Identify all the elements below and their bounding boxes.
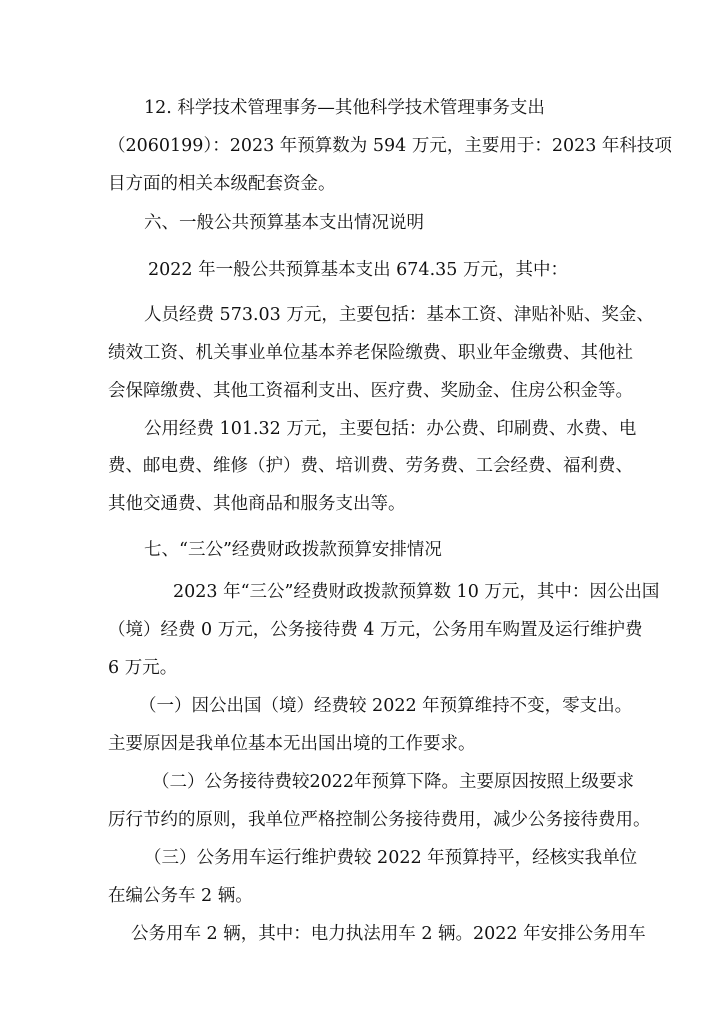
- text-line: （二）公务接待费较2022年预算下降。主要原因按照上级要求: [152, 772, 635, 792]
- text-line: 绩效工资、机关事业单位基本养老保险缴费、职业年金缴费、其他社: [108, 343, 633, 363]
- text-line: 在编公务车 2 辆。: [108, 886, 253, 906]
- text-line: （境）经费 0 万元，公务接待费 4 万元，公务用车购置及运行维护费: [108, 620, 643, 640]
- text-line: 12. 科学技术管理事务—其他科学技术管理事务支出: [144, 98, 545, 118]
- text-line: 费、邮电费、维修（护）费、培训费、劳务费、工会经费、福利费、: [108, 456, 633, 476]
- text-line: 6 万元。: [108, 658, 178, 678]
- text-line: 人员经费 573.03 万元，主要包括：基本工资、津贴补贴、奖金、: [144, 305, 654, 325]
- text-line: 2023 年“三公”经费财政拨款预算数 10 万元，其中：因公出国: [173, 582, 660, 602]
- text-line: 厉行节约的原则，我单位严格控制公务接待费用，减少公务接待费用。: [108, 810, 651, 830]
- text-line: 公用经费 101.32 万元，主要包括：办公费、印刷费、水费、电: [144, 419, 637, 439]
- text-line: 主要原因是我单位基本无出国出境的工作要求。: [108, 734, 476, 754]
- text-line: （三）公务用车运行维护费较 2022 年预算持平，经核实我单位: [144, 848, 638, 868]
- text-line: 2022 年一般公共预算基本支出 674.35 万元，其中：: [148, 260, 568, 280]
- text-line: （一）因公出国（境）经费较 2022 年预算维持不变，零支出。: [139, 696, 633, 716]
- text-line: 会保障缴费、其他工资福利支出、医疗费、奖励金、住房公积金等。: [108, 381, 633, 401]
- section-heading: 七、“三公”经费财政拨款预算安排情况: [144, 540, 442, 560]
- text-line: 目方面的相关本级配套资金。: [108, 174, 336, 194]
- text-line: （2060199）：2023 年预算数为 594 万元，主要用于：2023 年科技项: [108, 136, 672, 156]
- text-line: 其他交通费、其他商品和服务支出等。: [108, 494, 406, 514]
- text-line: 公务用车 2 辆，其中：电力执法用车 2 辆。2022 年安排公务用车: [131, 924, 646, 944]
- section-heading: 六、一般公共预算基本支出情况说明: [144, 213, 424, 233]
